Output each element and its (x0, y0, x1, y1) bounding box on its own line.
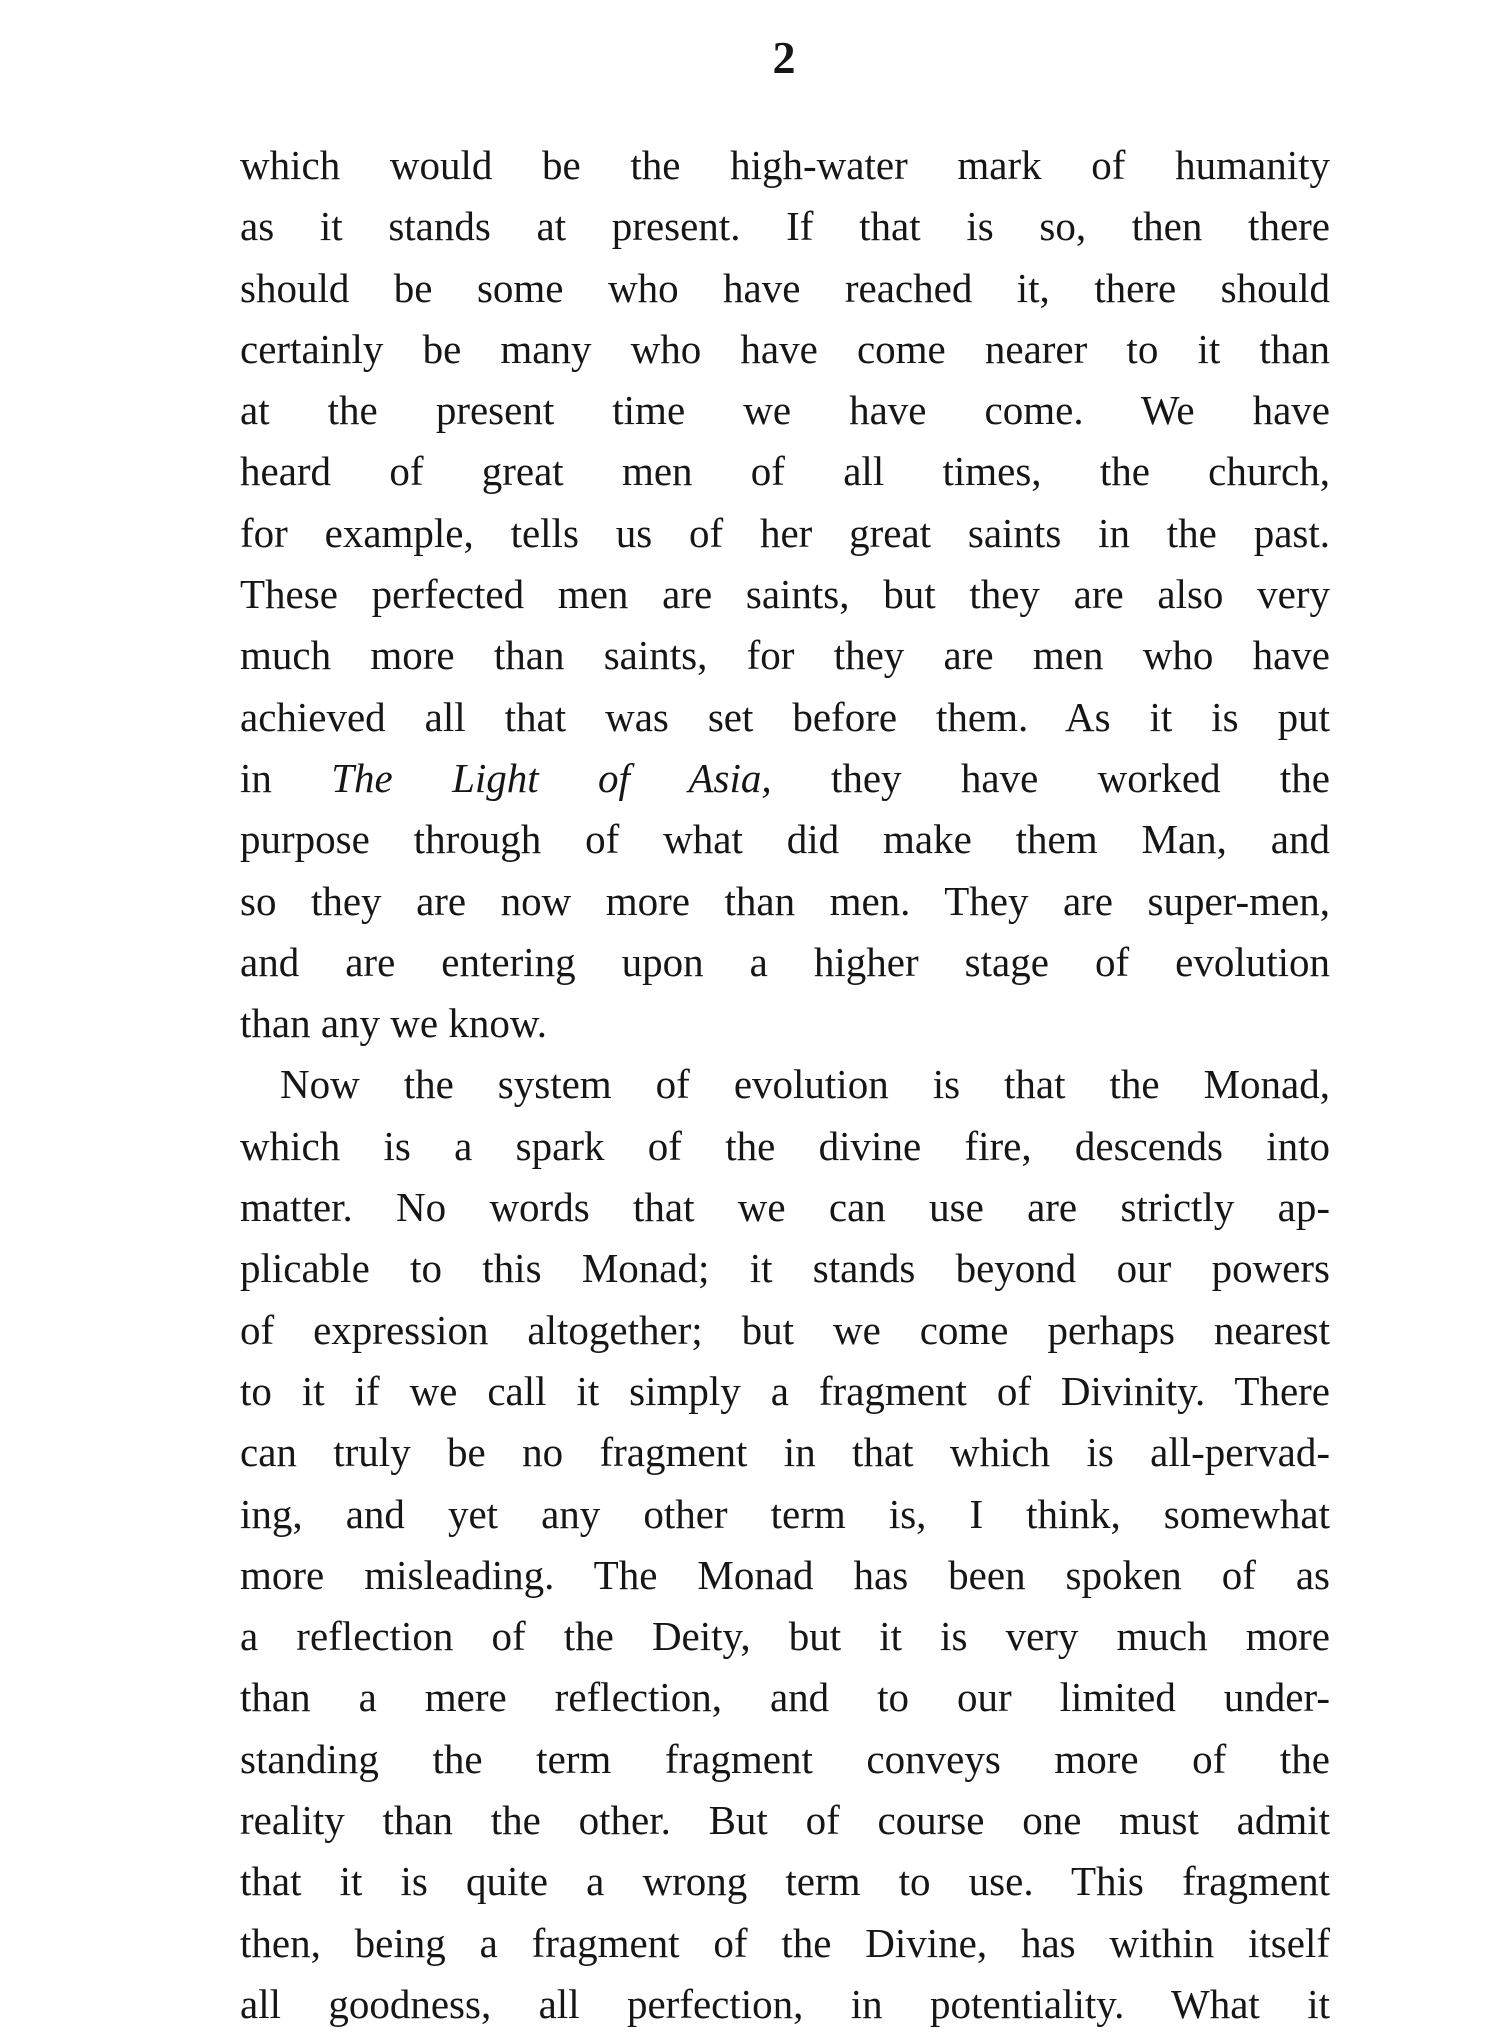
text-line: ing, and yet any other term is, I think, somewhat (240, 1490, 1330, 1537)
text-line: These perfected men are saints, but they are also very (240, 571, 1330, 618)
text-line: at the present time we have come. We have (240, 387, 1330, 434)
text-line: then, being a fragment of the Divine, has within itself (240, 1919, 1330, 1966)
text-line: heard of great men of all times, the church, (240, 448, 1330, 495)
text-segment: in (240, 754, 272, 801)
text-line: certainly be many who have come nearer to it than (240, 325, 1330, 372)
text-line: than a mere reflection, and to our limited under- (240, 1674, 1330, 1721)
text-segment: they have worked the (830, 754, 1330, 801)
paragraph (240, 1054, 1330, 2035)
book-title: The Light of Asia, (331, 754, 772, 801)
text-line: much more than saints, for they are men who have (240, 632, 1330, 679)
text-line: of expression altogether; but we come perhaps nearest (240, 1306, 1330, 1353)
text-line: all goodness, all perfection, in potentiality. What it (240, 1980, 1330, 2027)
paragraph (240, 135, 1330, 1054)
text-line: reality than the other. But of course one must admit (240, 1797, 1330, 1844)
text-line: can truly be no fragment in that which is all-pervad- (240, 1429, 1330, 1476)
text-line: than any we know. (240, 1000, 548, 1047)
text-line: standing the term fragment conveys more of the (240, 1735, 1330, 1782)
text-line: plicable to this Monad; it stands beyond our powers (240, 1245, 1330, 1292)
text-line: to it if we call it simply a fragment of Divinity. There (240, 1367, 1330, 1414)
text-line-with-title (240, 748, 1330, 809)
text-line: and are entering upon a higher stage of evolution (240, 938, 1330, 985)
text-line: so they are now more than men. They are super-men, (240, 877, 1330, 924)
text-line: purpose through of what did make them Man, and (240, 816, 1330, 863)
text-line: which would be the high-water mark of humanity (240, 142, 1330, 188)
text-line: a reflection of the Deity, but it is very much more (240, 1613, 1330, 1660)
text-line: which is a spark of the divine fire, descends into (240, 1122, 1330, 1169)
text-line: that it is quite a wrong term to use. This fragment (240, 1858, 1330, 1905)
text-line: more misleading. The Monad has been spoken of as (240, 1551, 1330, 1598)
text-line: achieved all that was set before them. As it is put (240, 693, 1330, 740)
text-line: matter. No words that we can use are strictly ap- (240, 1184, 1330, 1231)
text-line: for example, tells us of her great saints in the past. (240, 509, 1330, 556)
text-line: Now the system of evolution is that the Monad, (280, 1061, 1330, 1108)
page-number: 2 (772, 32, 796, 83)
body-text (240, 135, 1330, 2035)
text-line: as it stands at present. If that is so, then there (240, 203, 1330, 250)
text-line: should be some who have reached it, there should (240, 264, 1330, 311)
